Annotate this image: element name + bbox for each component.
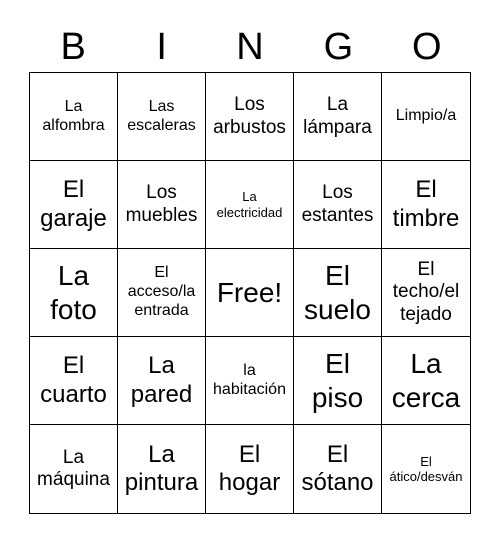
cell-text: Los estantes bbox=[301, 182, 374, 226]
header-letter-g: G bbox=[323, 26, 354, 68]
cell-text: La alfombra bbox=[42, 97, 105, 134]
bingo-cell[interactable] bbox=[118, 337, 206, 425]
cell-text: Los muebles bbox=[125, 182, 198, 226]
bingo-cell[interactable] bbox=[294, 337, 382, 425]
cell-text: El ático/desván bbox=[389, 453, 463, 484]
cell-text: El cuarto bbox=[40, 352, 107, 408]
bingo-cell[interactable] bbox=[118, 425, 206, 513]
cell-text: El sótano bbox=[301, 440, 374, 496]
header-letter-n: N bbox=[236, 26, 264, 68]
cell-text: El acceso/la entrada bbox=[127, 264, 196, 319]
header-letter-i: I bbox=[156, 26, 167, 68]
cell-text: El timbre bbox=[392, 176, 460, 232]
bingo-cell[interactable] bbox=[118, 73, 206, 161]
cell-text: La cerca bbox=[391, 348, 461, 413]
bingo-cell-free[interactable] bbox=[206, 249, 294, 337]
bingo-cell[interactable] bbox=[382, 337, 470, 425]
bingo-cell[interactable] bbox=[382, 161, 470, 249]
cell-text: El suelo bbox=[304, 260, 371, 325]
header-letter-b: B bbox=[60, 26, 86, 68]
cell-text: El garaje bbox=[40, 176, 107, 232]
cell-text: Los arbustos bbox=[213, 94, 286, 138]
cell-text: La pintura bbox=[124, 440, 199, 496]
cell-text: Limpio/a bbox=[395, 107, 457, 125]
bingo-cell[interactable] bbox=[206, 161, 294, 249]
cell-text: El techo/el tejado bbox=[392, 258, 460, 325]
cell-text: La foto bbox=[50, 260, 97, 325]
cell-text: La electricidad bbox=[216, 189, 283, 220]
free-space-text: Free! bbox=[216, 276, 283, 308]
bingo-cell[interactable] bbox=[382, 425, 470, 513]
bingo-cell[interactable] bbox=[30, 425, 118, 513]
bingo-cell[interactable] bbox=[30, 249, 118, 337]
cell-text: El piso bbox=[311, 348, 364, 413]
bingo-cell[interactable] bbox=[206, 425, 294, 513]
bingo-cell[interactable] bbox=[294, 425, 382, 513]
bingo-cell[interactable] bbox=[294, 161, 382, 249]
bingo-cell[interactable] bbox=[294, 73, 382, 161]
bingo-cell[interactable] bbox=[30, 73, 118, 161]
cell-text: La lámpara bbox=[303, 94, 372, 138]
header-letter-o: O bbox=[412, 26, 442, 68]
bingo-header bbox=[29, 22, 471, 72]
cell-text: Las escaleras bbox=[127, 97, 196, 134]
cell-text: la habitación bbox=[213, 361, 286, 398]
bingo-cell[interactable] bbox=[206, 73, 294, 161]
bingo-cell[interactable] bbox=[206, 337, 294, 425]
bingo-board bbox=[29, 72, 471, 514]
bingo-cell[interactable] bbox=[294, 249, 382, 337]
bingo-cell[interactable] bbox=[382, 249, 470, 337]
bingo-cell[interactable] bbox=[30, 161, 118, 249]
cell-text: La pared bbox=[130, 352, 193, 408]
cell-text: La máquina bbox=[37, 446, 110, 490]
bingo-cell[interactable] bbox=[30, 337, 118, 425]
cell-text: El hogar bbox=[218, 440, 281, 496]
bingo-cell[interactable] bbox=[118, 249, 206, 337]
bingo-cell[interactable] bbox=[382, 73, 470, 161]
bingo-cell[interactable] bbox=[118, 161, 206, 249]
